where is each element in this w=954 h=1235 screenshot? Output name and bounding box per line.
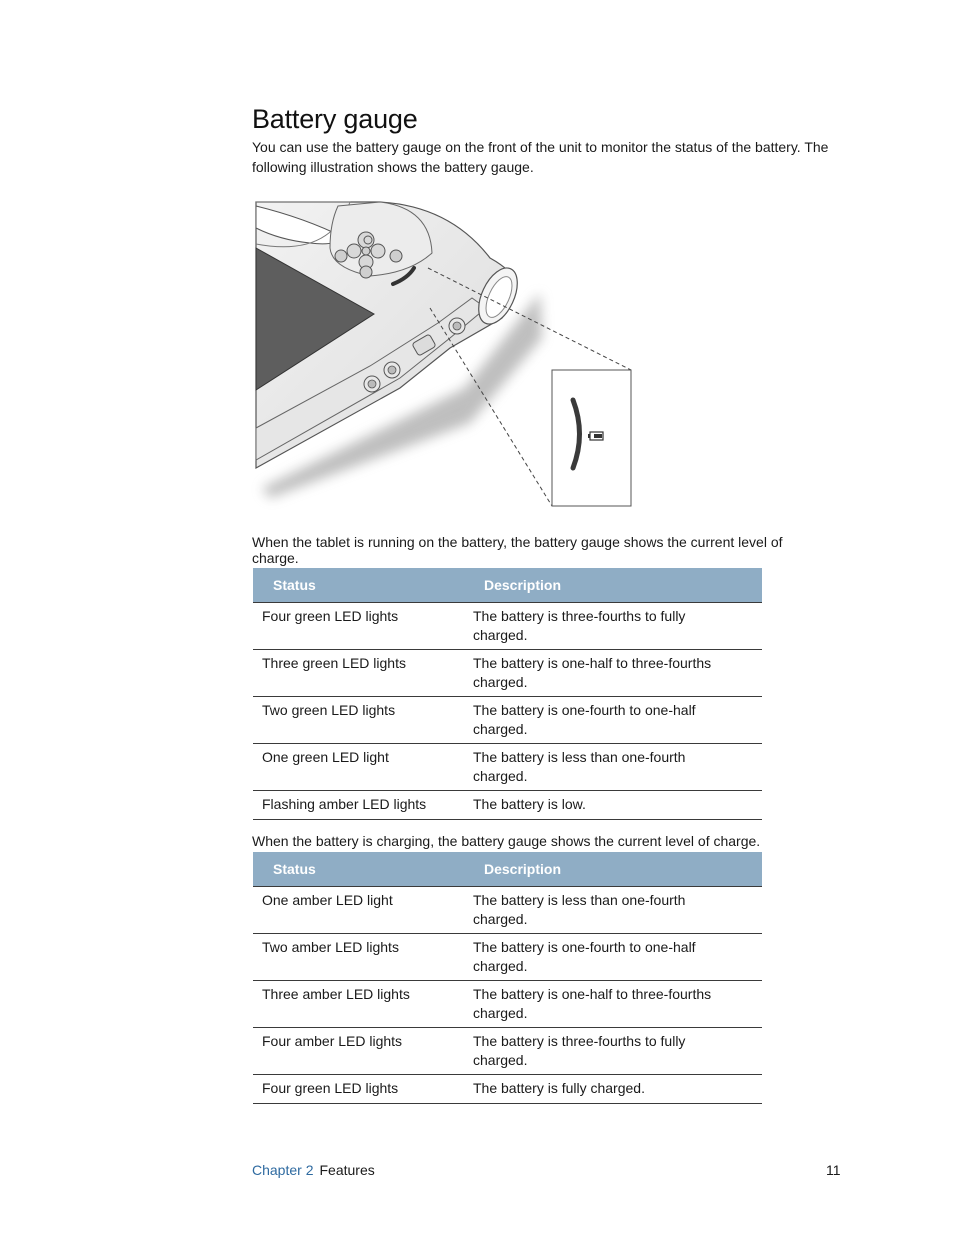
description-cell: The battery is one-fourth to one-half charged. [464,697,762,744]
charging-table [253,852,762,1104]
battery-gauge-illustration [250,198,650,513]
status-cell: Four amber LED lights [253,1028,464,1075]
section-title: Battery gauge [252,104,418,134]
status-cell: Flashing amber LED lights [253,791,464,820]
table-row [253,887,762,934]
status-cell: Two amber LED lights [253,934,464,981]
table-row [253,981,762,1028]
table-row [253,1075,762,1104]
table-row [253,744,762,791]
discharging-intro: When the tablet is running on the battery, the battery gauge shows the current level of charge. [252,534,783,566]
footer-section-label: Features [319,1162,375,1178]
description-column-header: Description [464,852,762,887]
table-row [253,697,762,744]
status-cell: Three green LED lights [253,650,464,697]
description-cell: The battery is less than one-fourth charged. [464,744,762,791]
table-row [253,791,762,820]
table-row [253,1028,762,1075]
description-cell: The battery is fully charged. [464,1075,762,1104]
table-header-row [253,852,762,887]
status-cell: Three amber LED lights [253,981,464,1028]
table-header-row [253,568,762,603]
page-number: 11 [826,1162,841,1178]
status-cell: One amber LED light [253,887,464,934]
status-cell: Four green LED lights [253,603,464,650]
description-column-header: Description [464,568,762,603]
status-column-header: Status [253,852,464,887]
description-cell: The battery is three-fourths to fully charged. [464,603,762,650]
table-row [253,650,762,697]
description-cell: The battery is low. [464,791,762,820]
charging-intro: When the battery is charging, the battery gauge shows the current level of charge. [252,833,761,849]
status-column-header: Status [253,568,464,603]
status-cell: One green LED light [253,744,464,791]
status-cell: Four green LED lights [253,1075,464,1104]
footer-chapter [252,1162,375,1178]
table-row [253,934,762,981]
table-row [253,603,762,650]
section-intro: You can use the battery gauge on the front of the unit to monitor the status of the battery. The following illustration shows the battery gauge. [252,139,829,175]
description-cell: The battery is one-half to three-fourths charged. [464,650,762,697]
description-cell: The battery is one-fourth to one-half charged. [464,934,762,981]
description-cell: The battery is less than one-fourth charged. [464,887,762,934]
footer-chapter-label: Chapter 2 [252,1162,314,1178]
description-cell: The battery is three-fourths to fully charged. [464,1028,762,1075]
discharging-table [253,568,762,820]
status-cell: Two green LED lights [253,697,464,744]
description-cell: The battery is one-half to three-fourths charged. [464,981,762,1028]
